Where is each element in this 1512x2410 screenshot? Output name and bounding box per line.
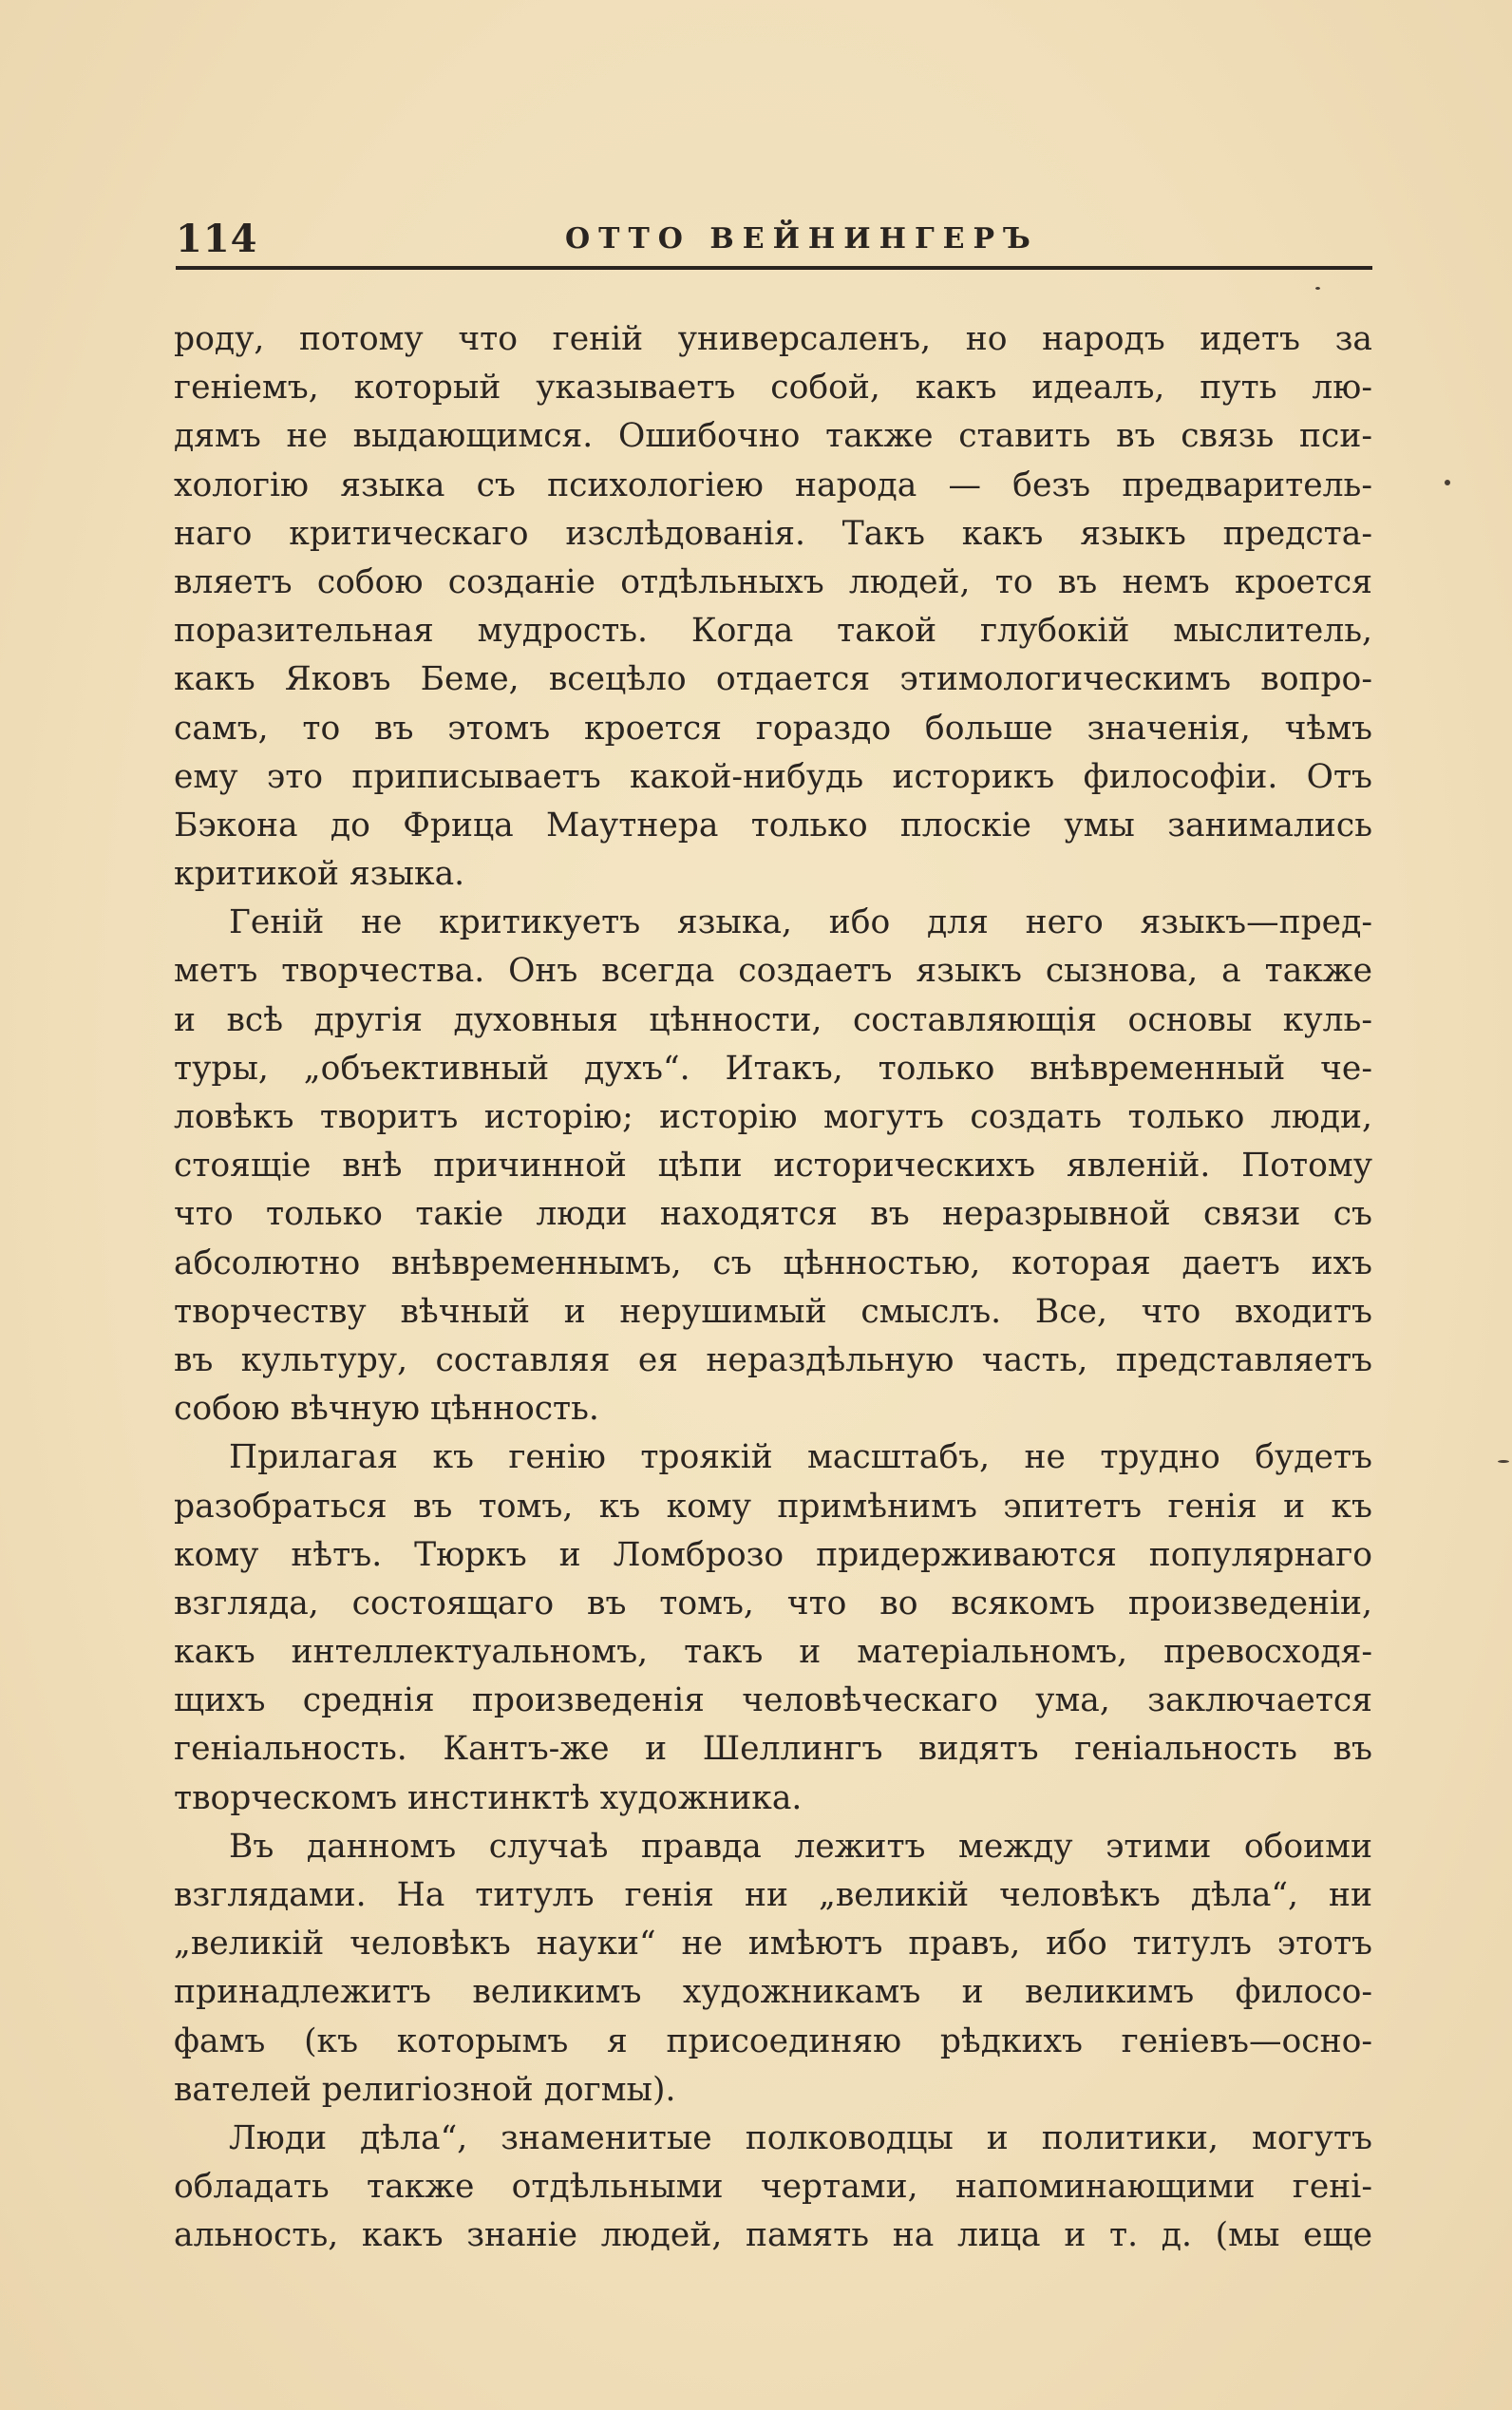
text-line: туры, „объективный духъ“. Итакъ, только внѣвременный че-: [174, 1049, 1372, 1088]
text-line: ловѣкъ творитъ исторію; исторію могутъ создать только люди,: [174, 1098, 1372, 1136]
text-line: геніальность. Кантъ-же и Шеллингъ видятъ геніальность въ: [174, 1730, 1372, 1769]
text-line: наго критическаго изслѣдованія. Такъ какъ языкъ предста-: [174, 514, 1372, 553]
text-line: дямъ не выдающимся. Ошибочно также ставить въ связь пси-: [174, 417, 1372, 456]
text-line: творчеству вѣчный и нерушимый смыслъ. Все, что входитъ: [174, 1292, 1372, 1331]
text-line: ему это приписываетъ какой-нибудь историкъ философіи. Отъ: [174, 757, 1372, 796]
running-title: ОТТО ВЕЙНИНГЕРЪ: [565, 222, 1039, 256]
page-number: 114: [176, 217, 258, 261]
text-line: вателей религіозной догмы).: [174, 2070, 676, 2109]
text-line: стоящіе внѣ причинной цѣпи историческихъ явленій. Потому: [174, 1147, 1372, 1186]
text-line: геніемъ, который указываетъ собой, какъ идеалъ, путь лю-: [174, 369, 1372, 408]
text-line: Геній не критикуетъ языка, ибо для него языкъ—пред-: [229, 903, 1372, 942]
text-line: абсолютно внѣвременнымъ, съ цѣнностью, которая даетъ ихъ: [174, 1243, 1372, 1282]
text-line: поразительная мудрость. Когда такой глубокій мыслитель,: [174, 612, 1372, 651]
text-line: „великій человѣкъ науки“ не имѣютъ правъ, ибо титулъ этотъ: [174, 1925, 1372, 1964]
text-line: щихъ среднія произведенія человѣческаго ума, заключается: [174, 1681, 1372, 1720]
text-line: Прилагая къ генію троякій масштабъ, не трудно будетъ: [229, 1438, 1372, 1477]
text-line: альность, какъ знаніе людей, память на лица и т. д. (мы еще: [174, 2216, 1372, 2255]
text-line: творческомъ инстинктѣ художника.: [174, 1778, 803, 1817]
text-line: Люди дѣла“, знаменитые полководцы и политики, могутъ: [229, 2118, 1372, 2157]
text-line: хологію языка съ психологіею народа — безъ предваритель-: [174, 465, 1372, 504]
header-rule: [176, 266, 1372, 270]
ink-speck: [1498, 1460, 1509, 1463]
text-line: разобраться въ томъ, къ кому примѣнимъ эпитетъ генія и къ: [174, 1487, 1372, 1526]
text-line: самъ, то въ этомъ кроется гораздо больше значенія, чѣмъ: [174, 709, 1372, 748]
text-line: взглядами. На титулъ генія ни „великій человѣкъ дѣла“, ни: [174, 1876, 1372, 1914]
text-line: взгляда, состоящаго въ томъ, что во всякомъ произведеніи,: [174, 1584, 1372, 1622]
text-line: какъ интеллектуальномъ, такъ и матеріальномъ, превосходя-: [174, 1633, 1372, 1672]
text-line: принадлежитъ великимъ художникамъ и великимъ филосо-: [174, 1973, 1372, 2012]
body-text: [174, 315, 1372, 2261]
text-line: что только такіе люди находятся въ неразрывной связи съ: [174, 1195, 1372, 1234]
text-line: какъ Яковъ Беме, всецѣло отдается этимологическимъ вопро-: [174, 660, 1372, 699]
text-line: собою вѣчную цѣнность.: [174, 1390, 599, 1429]
text-line: кому нѣтъ. Тюркъ и Ломброзо придерживаются популярнаго: [174, 1535, 1372, 1574]
text-line: роду, потому что геній универсаленъ, но народъ идетъ за: [174, 320, 1372, 358]
ink-speck: [1315, 287, 1320, 290]
text-line: вляетъ собою созданіе отдѣльныхъ людей, то въ немъ кроется: [174, 562, 1372, 601]
text-line: Бэкона до Фрица Маутнера только плоскіе умы занимались: [174, 806, 1372, 844]
text-line: въ культуру, составляя ея нераздѣльную часть, представляетъ: [174, 1340, 1372, 1379]
ink-speck: [1445, 480, 1450, 485]
text-line: Въ данномъ случаѣ правда лежитъ между этими обоими: [229, 1827, 1372, 1866]
text-line: обладать также отдѣльными чертами, напоминающими гені-: [174, 2168, 1372, 2207]
text-line: критикой языка.: [174, 855, 465, 894]
text-line: и всѣ другія духовныя цѣнности, составляющія основы куль-: [174, 1000, 1372, 1039]
text-line: метъ творчества. Онъ всегда создаетъ языкъ сызнова, а также: [174, 952, 1372, 991]
page-header: [176, 217, 1372, 274]
text-line: фамъ (къ которымъ я присоединяю рѣдкихъ геніевъ—осно-: [174, 2021, 1372, 2060]
